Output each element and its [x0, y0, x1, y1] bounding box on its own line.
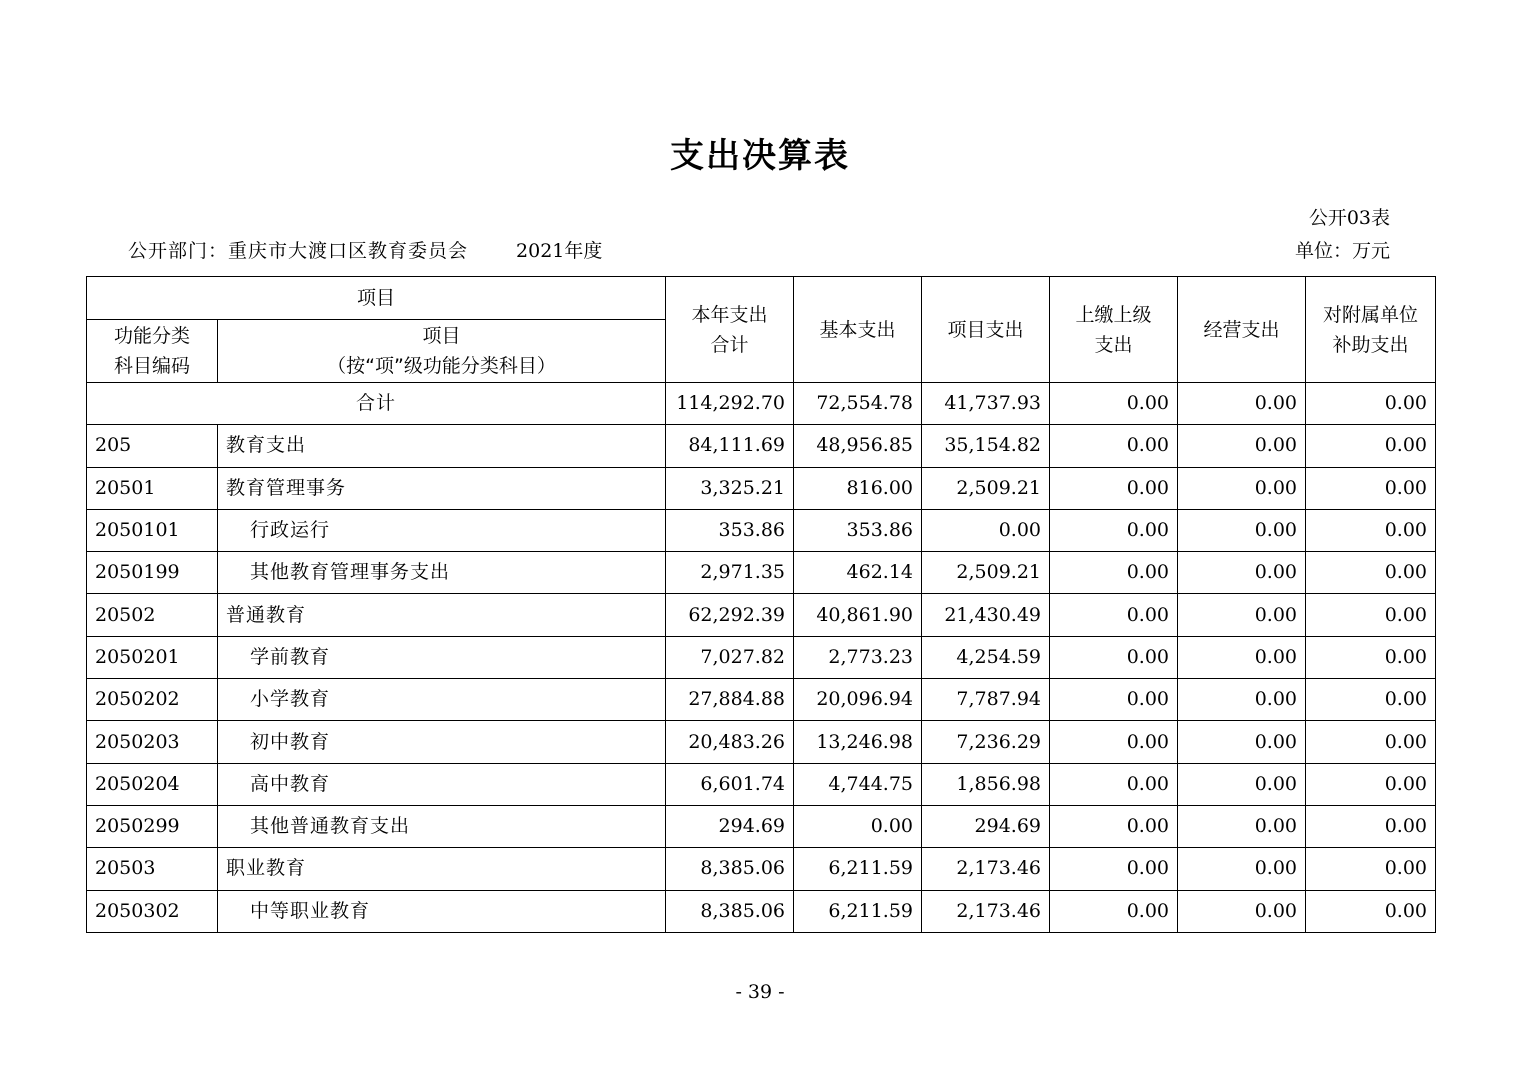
row-code: 20503	[87, 848, 218, 890]
row-value: 8,385.06	[666, 848, 794, 890]
row-name: 其他普通教育支出	[218, 805, 666, 847]
row-value: 6,601.74	[666, 763, 794, 805]
row-value: 8,385.06	[666, 890, 794, 932]
row-value: 0.00	[1178, 552, 1306, 594]
row-value: 0.00	[1178, 890, 1306, 932]
row-value: 0.00	[1306, 805, 1436, 847]
page-number: - 39 -	[735, 981, 785, 1003]
row-value: 0.00	[1178, 721, 1306, 763]
meta-line	[128, 236, 1390, 263]
table-row	[87, 636, 1436, 678]
row-value: 2,509.21	[922, 552, 1050, 594]
unit-label: 单位：万元	[1294, 240, 1390, 262]
table-row	[87, 679, 1436, 721]
row-name: 教育支出	[218, 425, 666, 467]
row-value: 0.00	[1050, 552, 1178, 594]
row-code: 2050199	[87, 552, 218, 594]
row-value: 0.00	[1178, 848, 1306, 890]
row-value: 0.00	[1178, 679, 1306, 721]
row-value: 353.86	[666, 509, 794, 551]
row-value: 0.00	[1178, 805, 1306, 847]
row-value: 13,246.98	[794, 721, 922, 763]
table-row	[87, 763, 1436, 805]
row-value: 6,211.59	[794, 848, 922, 890]
row-value: 353.86	[794, 509, 922, 551]
table-row	[87, 848, 1436, 890]
row-value: 0.00	[1178, 467, 1306, 509]
total-value: 0.00	[1178, 383, 1306, 425]
header-total: 本年支出 合计	[666, 277, 794, 383]
row-value: 0.00	[1050, 425, 1178, 467]
row-name: 普通教育	[218, 594, 666, 636]
table-row	[87, 425, 1436, 467]
department-label: 公开部门：重庆市大渡口区教育委员会	[128, 240, 469, 262]
row-value: 0.00	[1178, 425, 1306, 467]
row-value: 4,254.59	[922, 636, 1050, 678]
row-value: 0.00	[1306, 721, 1436, 763]
row-value: 1,856.98	[922, 763, 1050, 805]
form-number: 公开03表	[1308, 207, 1390, 229]
row-value: 816.00	[794, 467, 922, 509]
row-value: 20,483.26	[666, 721, 794, 763]
row-name: 职业教育	[218, 848, 666, 890]
header-code: 功能分类 科目编码	[87, 320, 218, 383]
row-code: 20502	[87, 594, 218, 636]
expenditure-table	[86, 276, 1436, 933]
row-code: 2050204	[87, 763, 218, 805]
row-value: 3,325.21	[666, 467, 794, 509]
header-project: 项目支出	[922, 277, 1050, 383]
table-row	[87, 721, 1436, 763]
header-business: 经营支出	[1178, 277, 1306, 383]
row-value: 0.00	[1306, 763, 1436, 805]
row-value: 20,096.94	[794, 679, 922, 721]
row-value: 27,884.88	[666, 679, 794, 721]
row-value: 0.00	[1050, 805, 1178, 847]
row-value: 7,027.82	[666, 636, 794, 678]
row-value: 7,236.29	[922, 721, 1050, 763]
header-subsidy: 对附属单位 补助支出	[1306, 277, 1436, 383]
table-row	[87, 552, 1436, 594]
table-row	[87, 509, 1436, 551]
row-value: 0.00	[1306, 594, 1436, 636]
row-value: 0.00	[1050, 594, 1178, 636]
row-value: 0.00	[1306, 425, 1436, 467]
row-value: 2,173.46	[922, 890, 1050, 932]
row-value: 21,430.49	[922, 594, 1050, 636]
row-value: 40,861.90	[794, 594, 922, 636]
row-value: 294.69	[922, 805, 1050, 847]
row-value: 0.00	[1050, 467, 1178, 509]
total-value: 0.00	[1306, 383, 1436, 425]
row-code: 2050201	[87, 636, 218, 678]
row-value: 62,292.39	[666, 594, 794, 636]
row-value: 0.00	[1050, 636, 1178, 678]
header-basic: 基本支出	[794, 277, 922, 383]
table-row	[87, 467, 1436, 509]
row-name: 行政运行	[218, 509, 666, 551]
row-value: 2,773.23	[794, 636, 922, 678]
row-name: 高中教育	[218, 763, 666, 805]
row-value: 2,971.35	[666, 552, 794, 594]
row-value: 0.00	[1050, 679, 1178, 721]
row-value: 84,111.69	[666, 425, 794, 467]
row-value: 0.00	[794, 805, 922, 847]
total-value: 0.00	[1050, 383, 1178, 425]
row-value: 0.00	[1306, 636, 1436, 678]
row-value: 0.00	[922, 509, 1050, 551]
row-value: 0.00	[1306, 467, 1436, 509]
table-body	[87, 383, 1436, 933]
row-value: 0.00	[1178, 763, 1306, 805]
row-code: 2050203	[87, 721, 218, 763]
row-value: 0.00	[1050, 509, 1178, 551]
row-name: 其他教育管理事务支出	[218, 552, 666, 594]
row-value: 2,509.21	[922, 467, 1050, 509]
row-code: 2050302	[87, 890, 218, 932]
row-code: 2050299	[87, 805, 218, 847]
header-project-group: 项目	[87, 277, 666, 320]
row-value: 0.00	[1178, 636, 1306, 678]
row-value: 2,173.46	[922, 848, 1050, 890]
row-value: 0.00	[1050, 721, 1178, 763]
row-name: 中等职业教育	[218, 890, 666, 932]
row-name: 学前教育	[218, 636, 666, 678]
row-value: 0.00	[1178, 509, 1306, 551]
total-value: 41,737.93	[922, 383, 1050, 425]
row-value: 6,211.59	[794, 890, 922, 932]
row-value: 0.00	[1178, 594, 1306, 636]
row-value: 0.00	[1306, 509, 1436, 551]
row-value: 0.00	[1306, 679, 1436, 721]
row-value: 4,744.75	[794, 763, 922, 805]
row-name: 初中教育	[218, 721, 666, 763]
row-value: 48,956.85	[794, 425, 922, 467]
header-upper: 上缴上级 支出	[1050, 277, 1178, 383]
total-value: 72,554.78	[794, 383, 922, 425]
table-row	[87, 594, 1436, 636]
row-value: 0.00	[1306, 848, 1436, 890]
row-value: 0.00	[1306, 552, 1436, 594]
row-name: 小学教育	[218, 679, 666, 721]
fiscal-year: 2021年度	[516, 240, 603, 262]
row-name: 教育管理事务	[218, 467, 666, 509]
row-value: 0.00	[1050, 848, 1178, 890]
row-code: 2050202	[87, 679, 218, 721]
row-code: 20501	[87, 467, 218, 509]
header-row-1	[87, 277, 1436, 320]
row-value: 0.00	[1050, 890, 1178, 932]
meta-left	[128, 236, 602, 263]
total-value: 114,292.70	[666, 383, 794, 425]
table-row	[87, 890, 1436, 932]
header-name: 项目 （按“项”级功能分类科目）	[218, 320, 666, 383]
document-title: 支出决算表	[670, 136, 850, 176]
row-code: 2050101	[87, 509, 218, 551]
row-value: 35,154.82	[922, 425, 1050, 467]
row-value: 0.00	[1050, 763, 1178, 805]
row-value: 0.00	[1306, 890, 1436, 932]
total-row	[87, 383, 1436, 425]
row-code: 205	[87, 425, 218, 467]
row-value: 294.69	[666, 805, 794, 847]
total-label: 合计	[87, 383, 666, 425]
row-value: 462.14	[794, 552, 922, 594]
row-value: 7,787.94	[922, 679, 1050, 721]
table-row	[87, 805, 1436, 847]
